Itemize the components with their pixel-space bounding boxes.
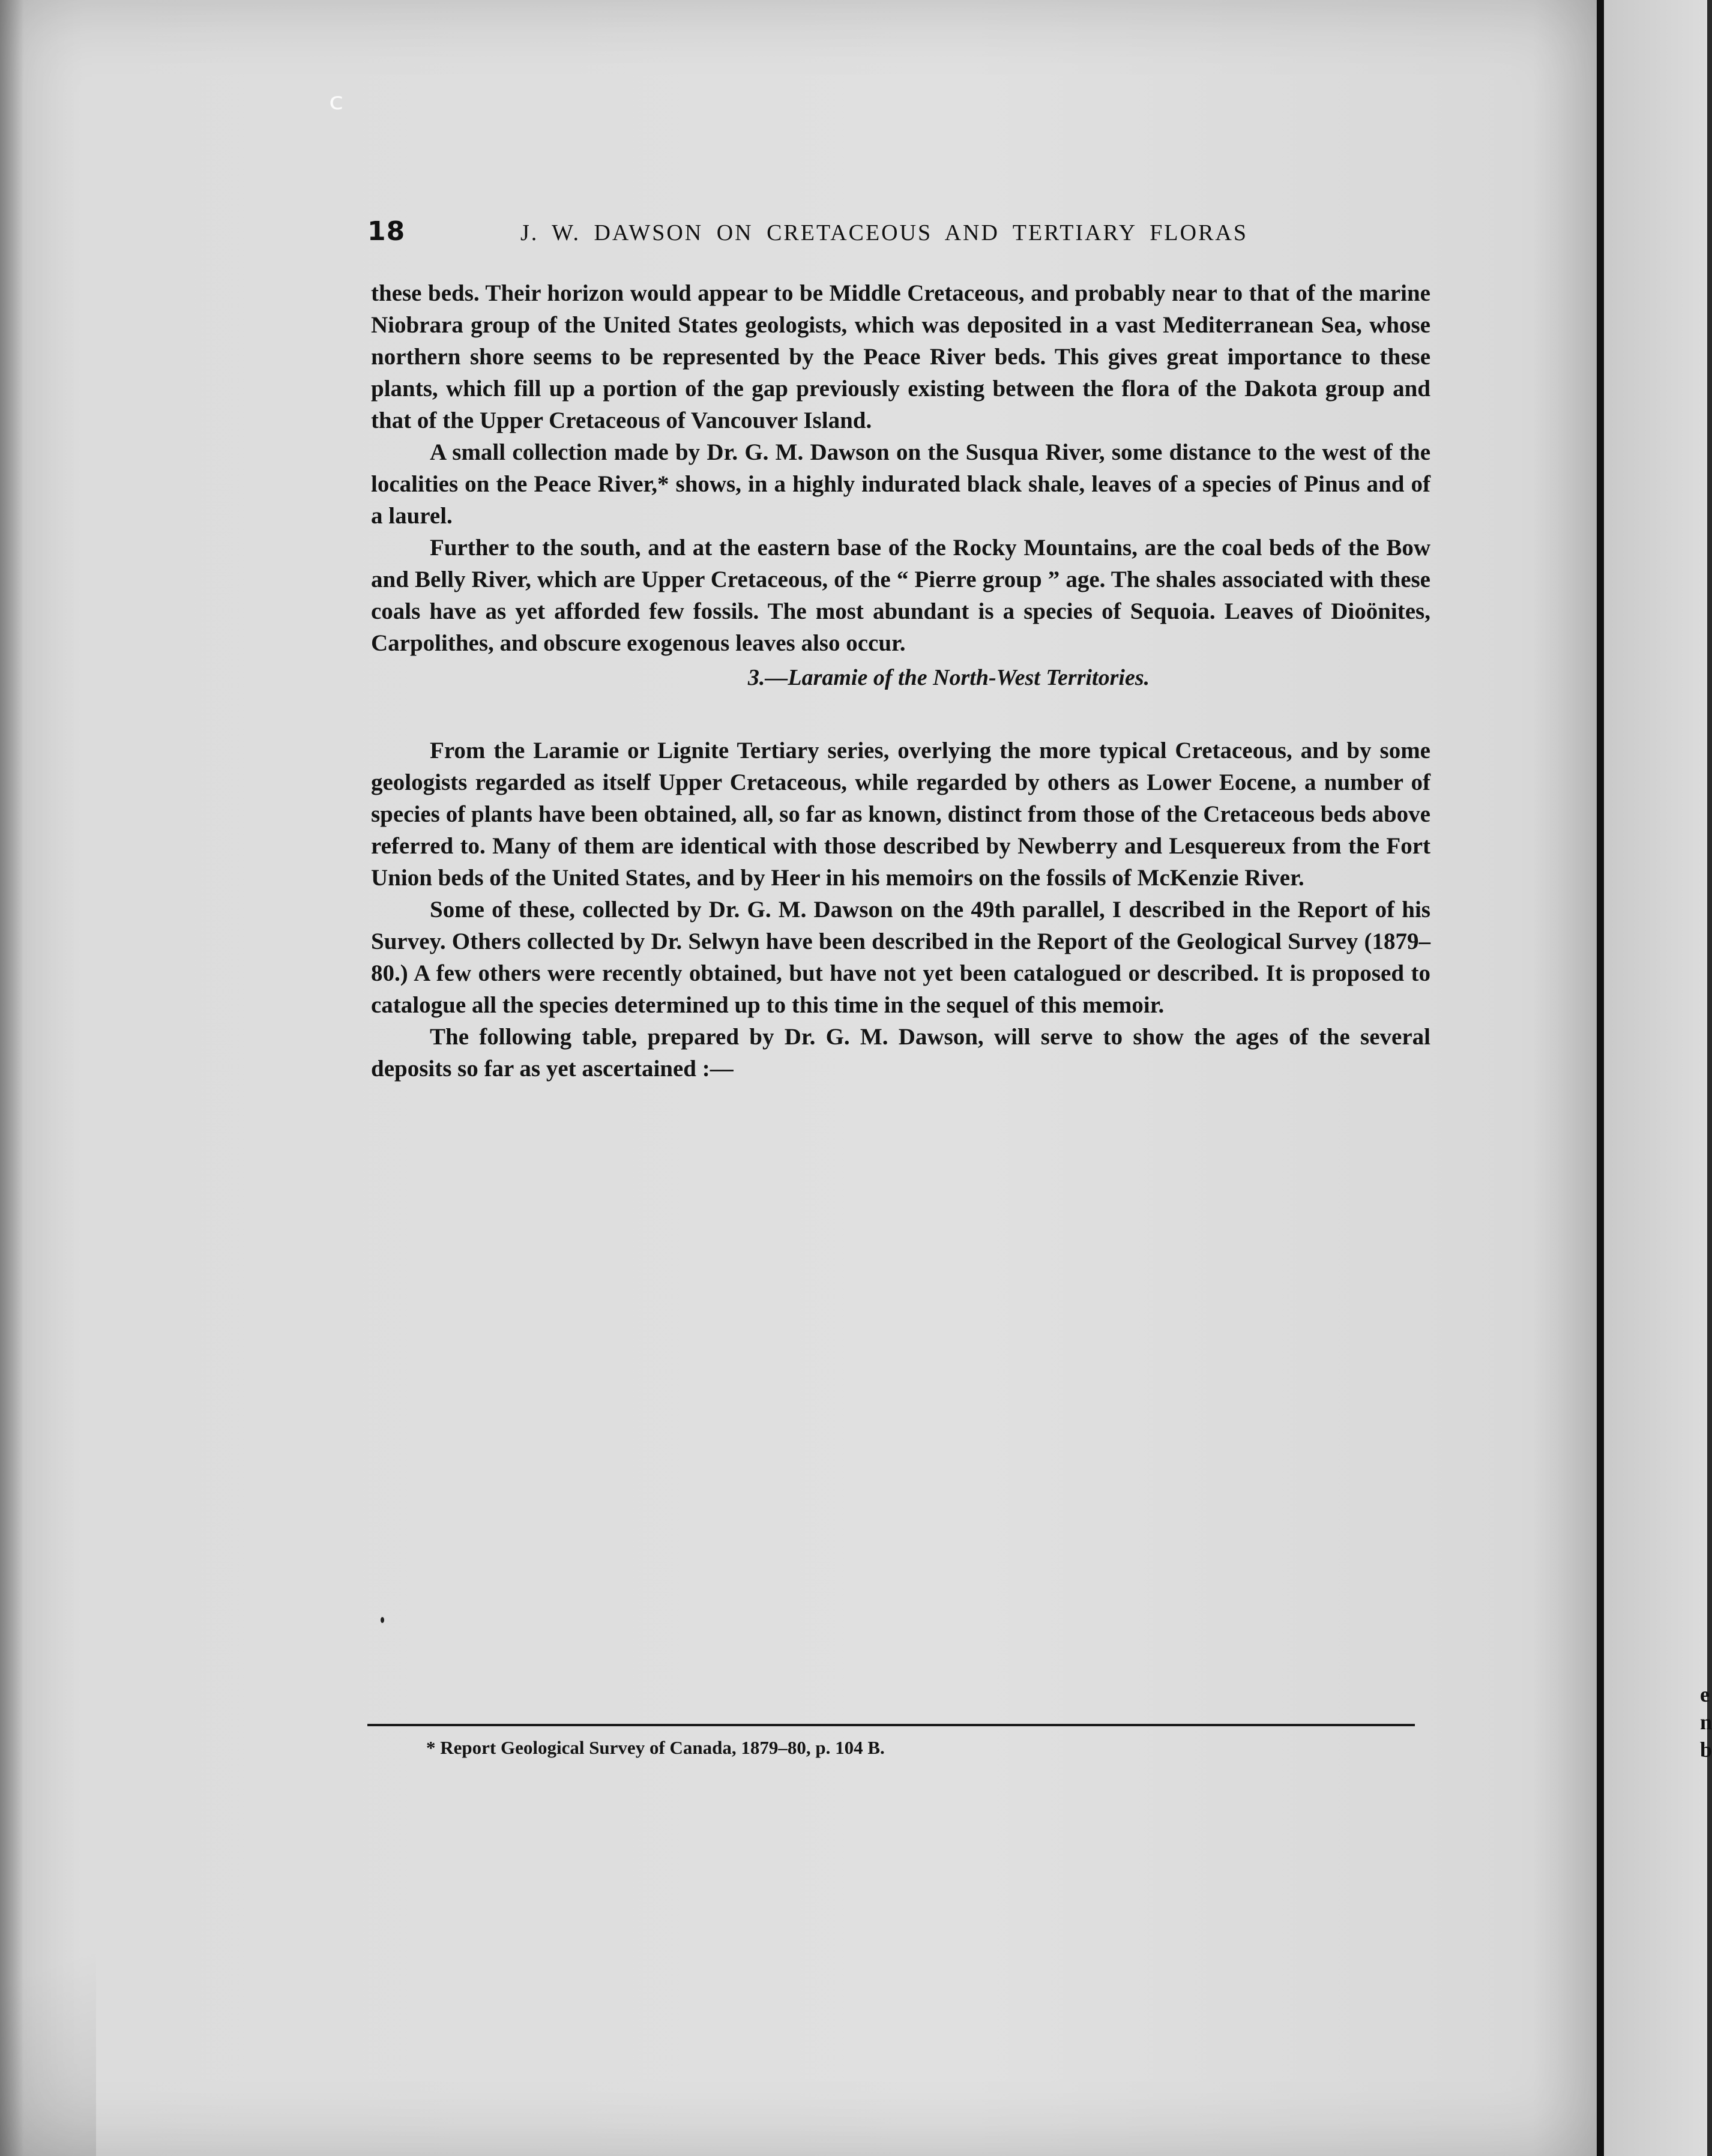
footnote: * Report Geological Survey of Canada, 1879–80, p. 104 B. [426,1737,885,1758]
paragraph-1: these beds. Their horizon would appear to be Middle Cretaceous, and probably near to that of the marine Niobrara group of the United States geologists, which was deposited in a vast Mediterranean Sea, whose northern shore seems to be represented by the Peace River beds. This gives great importance to these plants, which fill up a portion of the gap previously existing between the flora of the Dakota group and that of the Upper Cretaceous of Vancouver Island. [371,280,1430,433]
page-header [367,216,1280,252]
body-text [371,277,1430,1085]
paragraph-6: The following table, prepared by Dr. G. M. Dawson, will serve to show the ages of the several deposits so far as yet ascertained :— [371,1024,1430,1082]
scan-mark: ᶜ [329,84,345,133]
paragraph-5: Some of these, collected by Dr. G. M. Dawson on the 49th parallel, I described in the Report of his Survey. Others collected by Dr. Selwyn have been described in the Report of the Geological Survey (1879–80.) A few others were recently obtained, but have not yet been catalogued or described. It is proposed to catalogue all the species determined up to this time in the sequel of this memoir. [371,897,1430,1018]
ink-speck [381,1617,384,1623]
running-title: J. W. DAWSON ON CRETACEOUS AND TERTIARY FLORAS [520,220,1249,245]
section-heading: 3.—Laramie of the North-West Territories. [747,665,1150,690]
paragraph-2: A small collection made by Dr. G. M. Dawson on the Susqua River, some distance to the west of the localities on the Peace River,* shows, in a highly indurated black shale, leaves of a species of Pinus and of a laurel. [371,439,1430,529]
facing-page-edge [1604,0,1707,2156]
page-corner-fold [0,1844,96,2156]
page-edge-shadow [0,0,24,2156]
footnote-rule [367,1724,1415,1726]
facing-page-letters: e n b [1700,1682,1712,1762]
paragraph-3: Further to the south, and at the eastern base of the Rocky Mountains, are the coal beds of the Bow and Belly River, which are Upper Cretaceous, of the “ Pierre group ” age. The shales associated with these coals have as yet afforded few fossils. The most abundant is a species of Sequoia. Leaves of Dioönites, Carpolithes, and obscure exogenous leaves also occur. [371,535,1430,656]
page-number: 18 [367,216,406,247]
binding-gutter [1597,0,1604,2156]
paragraph-4: From the Laramie or Lignite Tertiary series, overlying the more typical Cretaceous, and by some geologists regarded as itself Upper Cretaceous, while regarded by others as Lower Eocene, a number of species of plants have been obtained, all, so far as known, distinct from those of the Cretaceous beds above referred to. Many of them are identical with those described by Newberry and Lesquereux from the Fort Union beds of the United States, and by Heer in his memoirs on the fossils of McKenzie River. [371,738,1430,891]
